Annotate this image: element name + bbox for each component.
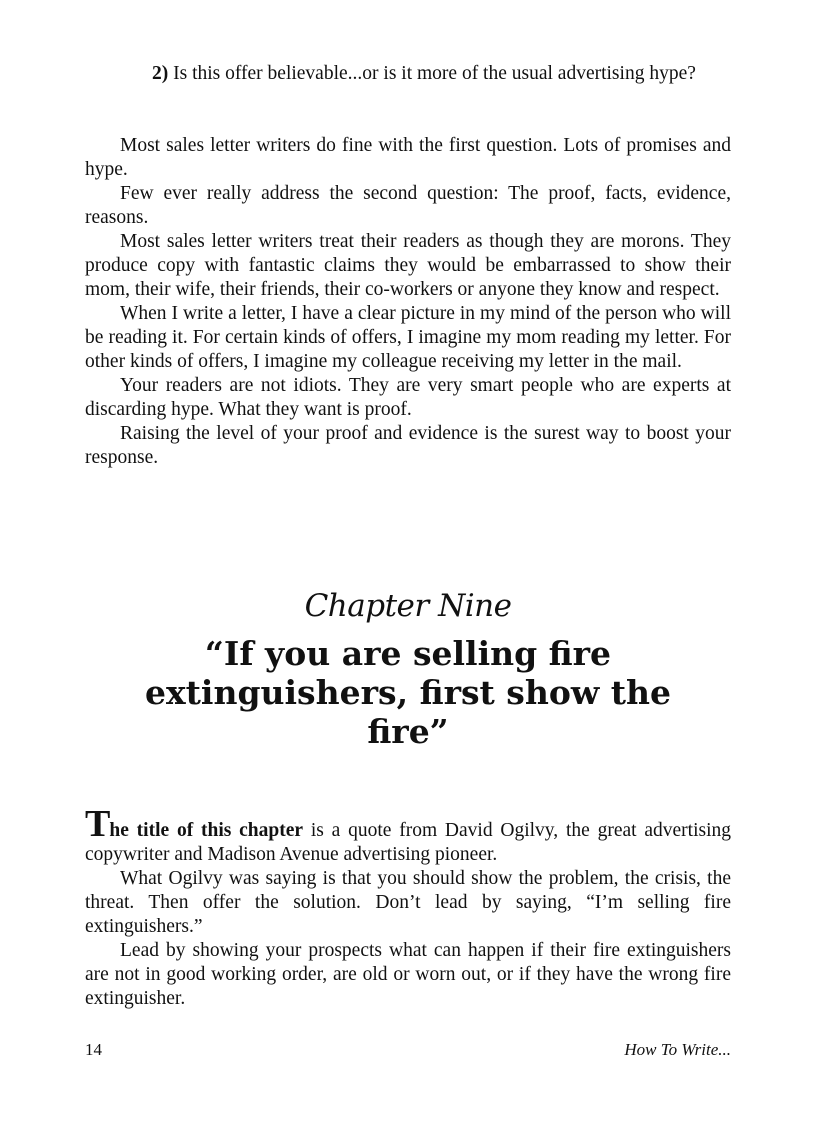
top-body-text xyxy=(85,134,731,470)
chapter-lead-paragraph xyxy=(85,803,731,867)
page-number: 14 xyxy=(85,1040,102,1059)
body-paragraph: Few ever really address the second question: The proof, facts, evidence, reasons. xyxy=(85,183,731,228)
body-paragraph: Most sales letter writers treat their readers as though they are morons. They produce copy with fantastic claims they would be embarrassed to show their mom, their wife, their friends, their co-workers or anyone they know and respect. xyxy=(85,231,731,300)
body-paragraph: What Ogilvy was saying is that you should show the problem, the crisis, the threat. Then offer the solution. Don’t lead by saying, “I’m selling fire extinguishers.” xyxy=(85,868,731,937)
lead-bold-text: he title of this chapter xyxy=(109,820,304,841)
chapter-title: “If you are selling fire extinguishers, first show the fire” xyxy=(145,634,671,751)
body-paragraph: Your readers are not idiots. They are very smart people who are experts at discarding hype. What they want is proof. xyxy=(85,375,731,420)
running-title: How To Write... xyxy=(624,1040,731,1059)
lead-text: is a quote from David Ogilvy, the great advertising copywriter and Madison Avenue advertising pioneer. xyxy=(85,820,731,865)
drop-cap: T xyxy=(85,803,110,845)
body-paragraph: Raising the level of your proof and evidence is the surest way to boost your response. xyxy=(85,423,731,468)
body-paragraph: When I write a letter, I have a clear picture in my mind of the person who will be reading it. For certain kinds of offers, I imagine my mom reading my letter. For other kinds of offers, I imagine my colleague receiving my letter in the mail. xyxy=(85,303,731,372)
chapter-body-text xyxy=(85,803,731,1011)
chapter-label: Chapter Nine xyxy=(304,588,512,624)
body-paragraph: Lead by showing your prospects what can happen if their fire extinguishers are not in good working order, are old or worn out, or if they have the wrong fire extinguisher. xyxy=(85,940,731,1009)
question-number: 2) xyxy=(152,63,169,84)
numbered-question xyxy=(152,62,755,86)
body-paragraph: Most sales letter writers do fine with the first question. Lots of promises and hype. xyxy=(85,135,731,180)
question-text: Is this offer believable...or is it more of the usual advertising hype? xyxy=(173,63,696,84)
